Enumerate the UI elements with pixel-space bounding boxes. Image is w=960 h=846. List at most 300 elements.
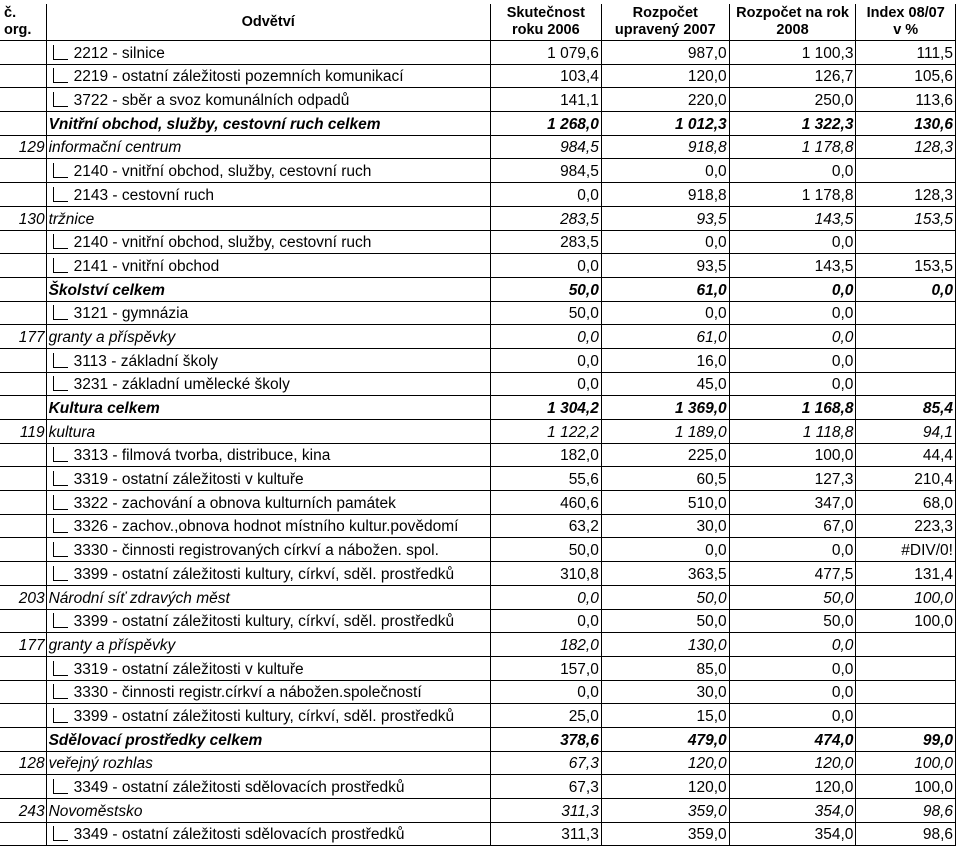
actual-2006-cell: 67,3 <box>490 751 601 775</box>
actual-2006-cell: 310,8 <box>490 562 601 586</box>
sector-label: 3121 - gymnázia <box>73 305 189 323</box>
sector-cell <box>46 609 490 633</box>
actual-2006-cell: 182,0 <box>490 633 601 657</box>
budget-2007-cell: 93,5 <box>601 254 729 278</box>
budget-2007-header-line-1: Rozpočet <box>632 5 698 21</box>
outline-bracket-icon <box>53 471 68 486</box>
budget-2008-cell: 120,0 <box>729 775 856 799</box>
budget-2007-cell: 918,8 <box>601 135 729 159</box>
budget-2008-cell: 120,0 <box>729 751 856 775</box>
actual-2006-cell: 50,0 <box>490 277 601 301</box>
budget-2007-cell: 0,0 <box>601 301 729 325</box>
sector-cell <box>46 822 490 846</box>
index-header-line-2: v % <box>893 22 919 38</box>
index-cell: 128,3 <box>856 183 956 207</box>
table-row <box>0 443 956 467</box>
table-row <box>0 467 956 491</box>
table-row <box>0 822 956 846</box>
sector-label: 3326 - zachov.,obnova hodnot místního kultur.povědomí <box>73 518 459 536</box>
index-cell: 113,6 <box>856 88 956 112</box>
org-number-cell <box>0 372 46 396</box>
header-row <box>0 4 956 41</box>
sector-label: Národní síť zdravých měst <box>48 589 230 607</box>
sector-label: 3313 - filmová tvorba, distribuce, kina <box>73 447 331 465</box>
budget-2007-cell: 61,0 <box>601 277 729 301</box>
outline-bracket-icon <box>53 708 68 723</box>
budget-2008-cell: 0,0 <box>729 348 856 372</box>
organization-row <box>0 420 956 444</box>
budget-2008-cell: 0,0 <box>729 704 856 728</box>
org-number-cell <box>0 112 46 136</box>
sector-cell <box>46 514 490 538</box>
sector-label: Školství celkem <box>48 281 165 299</box>
index-cell: 68,0 <box>856 491 956 515</box>
sector-cell <box>46 467 490 491</box>
organization-row <box>0 206 956 230</box>
actual-2006-cell: 460,6 <box>490 491 601 515</box>
org-number-cell <box>0 609 46 633</box>
actual-2006-cell: 182,0 <box>490 443 601 467</box>
index-cell: #DIV/0! <box>856 538 956 562</box>
actual-2006-cell: 984,5 <box>490 135 601 159</box>
actual-2006-cell: 55,6 <box>490 467 601 491</box>
org-number-cell <box>0 443 46 467</box>
index-cell: 210,4 <box>856 467 956 491</box>
budget-2008-cell: 0,0 <box>729 325 856 349</box>
budget-2008-cell: 477,5 <box>729 562 856 586</box>
sector-cell <box>46 799 490 823</box>
org-number-cell <box>0 159 46 183</box>
sector-label: 3330 - činnosti registr.církví a nábožen.společností <box>73 684 422 702</box>
section-total-row <box>0 112 956 136</box>
budget-2007-cell: 359,0 <box>601 799 729 823</box>
budget-2008-cell: 126,7 <box>729 64 856 88</box>
organization-row <box>0 633 956 657</box>
sector-cell <box>46 420 490 444</box>
sector-cell <box>46 348 490 372</box>
org-number-cell <box>0 230 46 254</box>
sector-label: 2140 - vnitřní obchod, služby, cestovní ruch <box>73 163 372 181</box>
budget-2008-cell: 50,0 <box>729 585 856 609</box>
budget-2007-cell: 120,0 <box>601 775 729 799</box>
outline-bracket-icon <box>53 826 68 841</box>
index-cell: 153,5 <box>856 206 956 230</box>
sector-label: 3399 - ostatní záležitosti kultury, církví, sděl. prostředků <box>73 707 455 725</box>
sector-cell <box>46 751 490 775</box>
org-number-cell <box>0 680 46 704</box>
budget-2008-header-line-1: Rozpočet na rok <box>736 5 849 21</box>
table-row <box>0 538 956 562</box>
sector-label: 3231 - základní umělecké školy <box>73 376 290 394</box>
outline-bracket-icon <box>53 92 68 107</box>
table-row <box>0 491 956 515</box>
budget-2008-cell: 1 178,8 <box>729 135 856 159</box>
budget-2008-header-line-2: 2008 <box>776 22 809 38</box>
outline-bracket-icon <box>53 495 68 510</box>
org-number-cell <box>0 727 46 751</box>
outline-bracket-icon <box>53 566 68 581</box>
sector-label: Sdělovací prostředky celkem <box>48 731 263 749</box>
table-row <box>0 680 956 704</box>
budget-2008-cell: 0,0 <box>729 656 856 680</box>
sector-cell <box>46 277 490 301</box>
budget-2008-cell: 0,0 <box>729 230 856 254</box>
org-number-cell <box>0 64 46 88</box>
sector-label: 3322 - zachování a obnova kulturních památek <box>73 494 396 512</box>
table-row <box>0 656 956 680</box>
org-number-cell <box>0 348 46 372</box>
budget-2007-cell: 359,0 <box>601 822 729 846</box>
sector-cell <box>46 88 490 112</box>
outline-bracket-icon <box>53 163 68 178</box>
org-number-cell <box>0 277 46 301</box>
actual-2006-cell: 0,0 <box>490 585 601 609</box>
budget-2007-cell: 1 189,0 <box>601 420 729 444</box>
sector-cell <box>46 325 490 349</box>
sector-label: 2143 - cestovní ruch <box>73 186 215 204</box>
budget-2008-cell: 50,0 <box>729 609 856 633</box>
actual-2006-cell: 0,0 <box>490 348 601 372</box>
actual-2006-cell: 0,0 <box>490 372 601 396</box>
index-cell: 85,4 <box>856 396 956 420</box>
budget-2008-cell: 347,0 <box>729 491 856 515</box>
org-number-cell <box>0 514 46 538</box>
budget-2007-cell: 1 012,3 <box>601 112 729 136</box>
budget-2007-cell: 0,0 <box>601 230 729 254</box>
organization-row <box>0 585 956 609</box>
budget-2007-cell: 225,0 <box>601 443 729 467</box>
budget-2007-cell: 85,0 <box>601 656 729 680</box>
organization-row <box>0 799 956 823</box>
budget-2007-cell: 0,0 <box>601 538 729 562</box>
budget-2008-cell: 0,0 <box>729 633 856 657</box>
sector-cell <box>46 633 490 657</box>
org-number-cell <box>0 41 46 65</box>
actual-2006-cell: 311,3 <box>490 822 601 846</box>
sector-cell <box>46 538 490 562</box>
index-cell: 223,3 <box>856 514 956 538</box>
index-cell: 100,0 <box>856 585 956 609</box>
outline-bracket-icon <box>53 542 68 557</box>
sector-cell <box>46 656 490 680</box>
actual-2006-cell: 984,5 <box>490 159 601 183</box>
index-cell: 105,6 <box>856 64 956 88</box>
index-cell: 100,0 <box>856 609 956 633</box>
sector-label: kultura <box>48 423 96 441</box>
index-cell: 111,5 <box>856 41 956 65</box>
budget-2008-cell: 1 322,3 <box>729 112 856 136</box>
table-row <box>0 372 956 396</box>
org-number-cell <box>0 396 46 420</box>
sector-cell <box>46 206 490 230</box>
table-body <box>0 41 956 846</box>
sector-label: 2141 - vnitřní obchod <box>73 257 220 275</box>
budget-2007-cell: 220,0 <box>601 88 729 112</box>
org-number-cell <box>0 822 46 846</box>
org-number-cell: 203 <box>0 585 46 609</box>
budget-2007-cell: 363,5 <box>601 562 729 586</box>
index-cell: 98,6 <box>856 799 956 823</box>
org-number-cell <box>0 775 46 799</box>
sector-label: 3349 - ostatní záležitosti sdělovacích prostředků <box>73 779 405 796</box>
budget-2007-cell: 50,0 <box>601 609 729 633</box>
sector-cell <box>46 301 490 325</box>
actual-2006-cell: 67,3 <box>490 775 601 799</box>
table-row <box>0 562 956 586</box>
budget-2007-cell: 479,0 <box>601 727 729 751</box>
outline-bracket-icon <box>53 376 68 391</box>
budget-2007-cell: 30,0 <box>601 680 729 704</box>
budget-2008-cell: 143,5 <box>729 254 856 278</box>
actual-2006-cell: 0,0 <box>490 254 601 278</box>
sector-cell <box>46 135 490 159</box>
org-number-cell: 130 <box>0 206 46 230</box>
budget-2007-cell: 16,0 <box>601 348 729 372</box>
budget-2008-cell: 143,5 <box>729 206 856 230</box>
budget-2008-cell: 0,0 <box>729 372 856 396</box>
actual-header-line-1: Skutečnost <box>506 5 585 21</box>
budget-2008-cell: 100,0 <box>729 443 856 467</box>
actual-2006-cell: 157,0 <box>490 656 601 680</box>
org-number-cell <box>0 88 46 112</box>
org-number-header <box>0 4 46 41</box>
index-cell <box>856 372 956 396</box>
budget-table <box>0 4 956 846</box>
sector-label: 2140 - vnitřní obchod, služby, cestovní ruch <box>73 234 372 252</box>
budget-2007-cell: 130,0 <box>601 633 729 657</box>
budget-2007-cell: 1 369,0 <box>601 396 729 420</box>
actual-2006-cell: 0,0 <box>490 680 601 704</box>
actual-2006-cell: 0,0 <box>490 609 601 633</box>
actual-2006-cell: 283,5 <box>490 230 601 254</box>
actual-2006-cell: 25,0 <box>490 704 601 728</box>
section-total-row <box>0 396 956 420</box>
actual-2006-cell: 50,0 <box>490 301 601 325</box>
outline-bracket-icon <box>53 779 68 794</box>
org-number-cell: 128 <box>0 751 46 775</box>
actual-2006-cell: 63,2 <box>490 514 601 538</box>
actual-2006-cell: 283,5 <box>490 206 601 230</box>
org-header-line-2: org. <box>4 22 32 38</box>
budget-2008-cell: 1 178,8 <box>729 183 856 207</box>
index-cell <box>856 680 956 704</box>
actual-2006-cell: 0,0 <box>490 183 601 207</box>
index-cell: 98,6 <box>856 822 956 846</box>
index-cell: 153,5 <box>856 254 956 278</box>
budget-2008-cell: 354,0 <box>729 822 856 846</box>
org-number-cell: 119 <box>0 420 46 444</box>
sector-cell <box>46 443 490 467</box>
org-number-cell <box>0 467 46 491</box>
budget-2007-cell: 93,5 <box>601 206 729 230</box>
outline-bracket-icon <box>53 353 68 368</box>
index-cell <box>856 633 956 657</box>
index-cell <box>856 325 956 349</box>
budget-2007-header-line-2: upravený 2007 <box>614 22 716 38</box>
budget-2008-cell: 474,0 <box>729 727 856 751</box>
budget-2008-cell: 1 100,3 <box>729 41 856 65</box>
budget-2007-cell: 510,0 <box>601 491 729 515</box>
index-cell: 100,0 <box>856 775 956 799</box>
index-cell: 44,4 <box>856 443 956 467</box>
index-cell <box>856 704 956 728</box>
organization-row <box>0 751 956 775</box>
budget-2007-cell: 0,0 <box>601 159 729 183</box>
sector-cell <box>46 585 490 609</box>
sector-label: granty a příspěvky <box>48 636 176 654</box>
index-cell: 130,6 <box>856 112 956 136</box>
table-row <box>0 301 956 325</box>
actual-2006-cell: 1 079,6 <box>490 41 601 65</box>
sector-label: informační centrum <box>48 139 182 157</box>
table-row <box>0 230 956 254</box>
table-row <box>0 254 956 278</box>
table-row <box>0 704 956 728</box>
org-header-line-1: č. <box>4 5 17 21</box>
budget-2008-cell: 0,0 <box>729 680 856 704</box>
sector-cell <box>46 230 490 254</box>
sector-cell <box>46 704 490 728</box>
table-row <box>0 88 956 112</box>
outline-bracket-icon <box>53 613 68 628</box>
sector-cell <box>46 775 490 799</box>
sector-label: granty a příspěvky <box>48 328 176 346</box>
budget-2007-cell: 61,0 <box>601 325 729 349</box>
sector-header: Odvětví <box>46 4 490 41</box>
sector-label: 3399 - ostatní záležitosti kultury, církví, sděl. prostředků <box>73 565 455 583</box>
sector-cell <box>46 254 490 278</box>
actual-2006-cell: 103,4 <box>490 64 601 88</box>
table-row <box>0 609 956 633</box>
budget-2007-cell: 120,0 <box>601 64 729 88</box>
budget-2007-cell: 918,8 <box>601 183 729 207</box>
sector-cell <box>46 41 490 65</box>
budget-2007-cell: 987,0 <box>601 41 729 65</box>
sector-label: 3349 - ostatní záležitosti sdělovacích prostředků <box>73 826 405 844</box>
outline-bracket-icon <box>53 234 68 249</box>
org-number-cell <box>0 656 46 680</box>
actual-2006-cell: 0,0 <box>490 325 601 349</box>
sector-label: 3319 - ostatní záležitosti v kultuře <box>73 471 304 489</box>
org-number-cell: 129 <box>0 135 46 159</box>
table-row <box>0 64 956 88</box>
actual-2006-cell: 311,3 <box>490 799 601 823</box>
org-number-cell <box>0 183 46 207</box>
budget-2008-cell: 1 118,8 <box>729 420 856 444</box>
actual-2006-cell: 1 122,2 <box>490 420 601 444</box>
table-row <box>0 775 956 799</box>
outline-bracket-icon <box>53 187 68 202</box>
budget-2008-cell: 67,0 <box>729 514 856 538</box>
outline-bracket-icon <box>53 258 68 273</box>
organization-row <box>0 325 956 349</box>
index-cell <box>856 348 956 372</box>
sector-label: Vnitřní obchod, služby, cestovní ruch celkem <box>48 115 381 133</box>
index-cell: 0,0 <box>856 277 956 301</box>
sector-label: Novoměstsko <box>48 802 143 820</box>
actual-2006-cell: 141,1 <box>490 88 601 112</box>
index-header-line-1: Index 08/07 <box>866 5 945 21</box>
org-number-cell <box>0 562 46 586</box>
budget-2007-cell: 50,0 <box>601 585 729 609</box>
outline-bracket-icon <box>53 305 68 320</box>
sector-label: 2219 - ostatní záležitosti pozemních komunikací <box>73 68 404 86</box>
budget-2008-cell: 250,0 <box>729 88 856 112</box>
index-cell: 131,4 <box>856 562 956 586</box>
sector-cell <box>46 491 490 515</box>
table-row <box>0 348 956 372</box>
sector-label: 3113 - základní školy <box>73 352 219 370</box>
budget-2007-cell: 45,0 <box>601 372 729 396</box>
actual-2006-header <box>490 4 601 41</box>
actual-2006-cell: 1 304,2 <box>490 396 601 420</box>
outline-bracket-icon <box>53 661 68 676</box>
org-number-cell <box>0 704 46 728</box>
budget-2007-cell: 60,5 <box>601 467 729 491</box>
budget-2008-cell: 0,0 <box>729 277 856 301</box>
table-row <box>0 41 956 65</box>
index-cell: 128,3 <box>856 135 956 159</box>
index-header <box>856 4 956 41</box>
budget-2007-cell: 30,0 <box>601 514 729 538</box>
budget-2008-cell: 0,0 <box>729 159 856 183</box>
sector-cell <box>46 396 490 420</box>
budget-2008-header <box>729 4 856 41</box>
budget-2008-cell: 1 168,8 <box>729 396 856 420</box>
outline-bracket-icon <box>53 68 68 83</box>
table-row <box>0 183 956 207</box>
sector-cell <box>46 64 490 88</box>
sector-label: tržnice <box>48 210 95 228</box>
sector-label: 3319 - ostatní záležitosti v kultuře <box>73 660 304 678</box>
section-total-row <box>0 727 956 751</box>
org-number-cell: 177 <box>0 633 46 657</box>
sector-label: Kultura celkem <box>48 400 160 417</box>
sector-cell <box>46 159 490 183</box>
index-cell: 94,1 <box>856 420 956 444</box>
budget-2008-cell: 0,0 <box>729 301 856 325</box>
budget-2008-cell: 0,0 <box>729 538 856 562</box>
sector-cell <box>46 680 490 704</box>
budget-2008-cell: 354,0 <box>729 799 856 823</box>
budget-2007-cell: 120,0 <box>601 751 729 775</box>
sector-cell <box>46 727 490 751</box>
sector-label: 3722 - sběr a svoz komunálních odpadů <box>73 92 350 110</box>
table-row <box>0 159 956 183</box>
index-cell: 100,0 <box>856 751 956 775</box>
sector-label: 3330 - činnosti registrovaných církví a nábožen. spol. <box>73 542 439 560</box>
actual-2006-cell: 378,6 <box>490 727 601 751</box>
org-number-cell: 177 <box>0 325 46 349</box>
index-cell <box>856 230 956 254</box>
budget-2007-cell: 15,0 <box>601 704 729 728</box>
actual-2006-cell: 50,0 <box>490 538 601 562</box>
organization-row <box>0 135 956 159</box>
outline-bracket-icon <box>53 518 68 533</box>
actual-2006-cell: 1 268,0 <box>490 112 601 136</box>
outline-bracket-icon <box>53 684 68 699</box>
sector-label: veřejný rozhlas <box>48 755 153 773</box>
org-number-cell <box>0 538 46 562</box>
sector-label: 2212 - silnice <box>73 44 165 62</box>
sector-cell <box>46 112 490 136</box>
org-number-cell <box>0 301 46 325</box>
org-number-cell: 243 <box>0 799 46 823</box>
index-cell <box>856 656 956 680</box>
sector-cell <box>46 562 490 586</box>
table-row <box>0 514 956 538</box>
actual-header-line-2: roku 2006 <box>511 22 580 38</box>
